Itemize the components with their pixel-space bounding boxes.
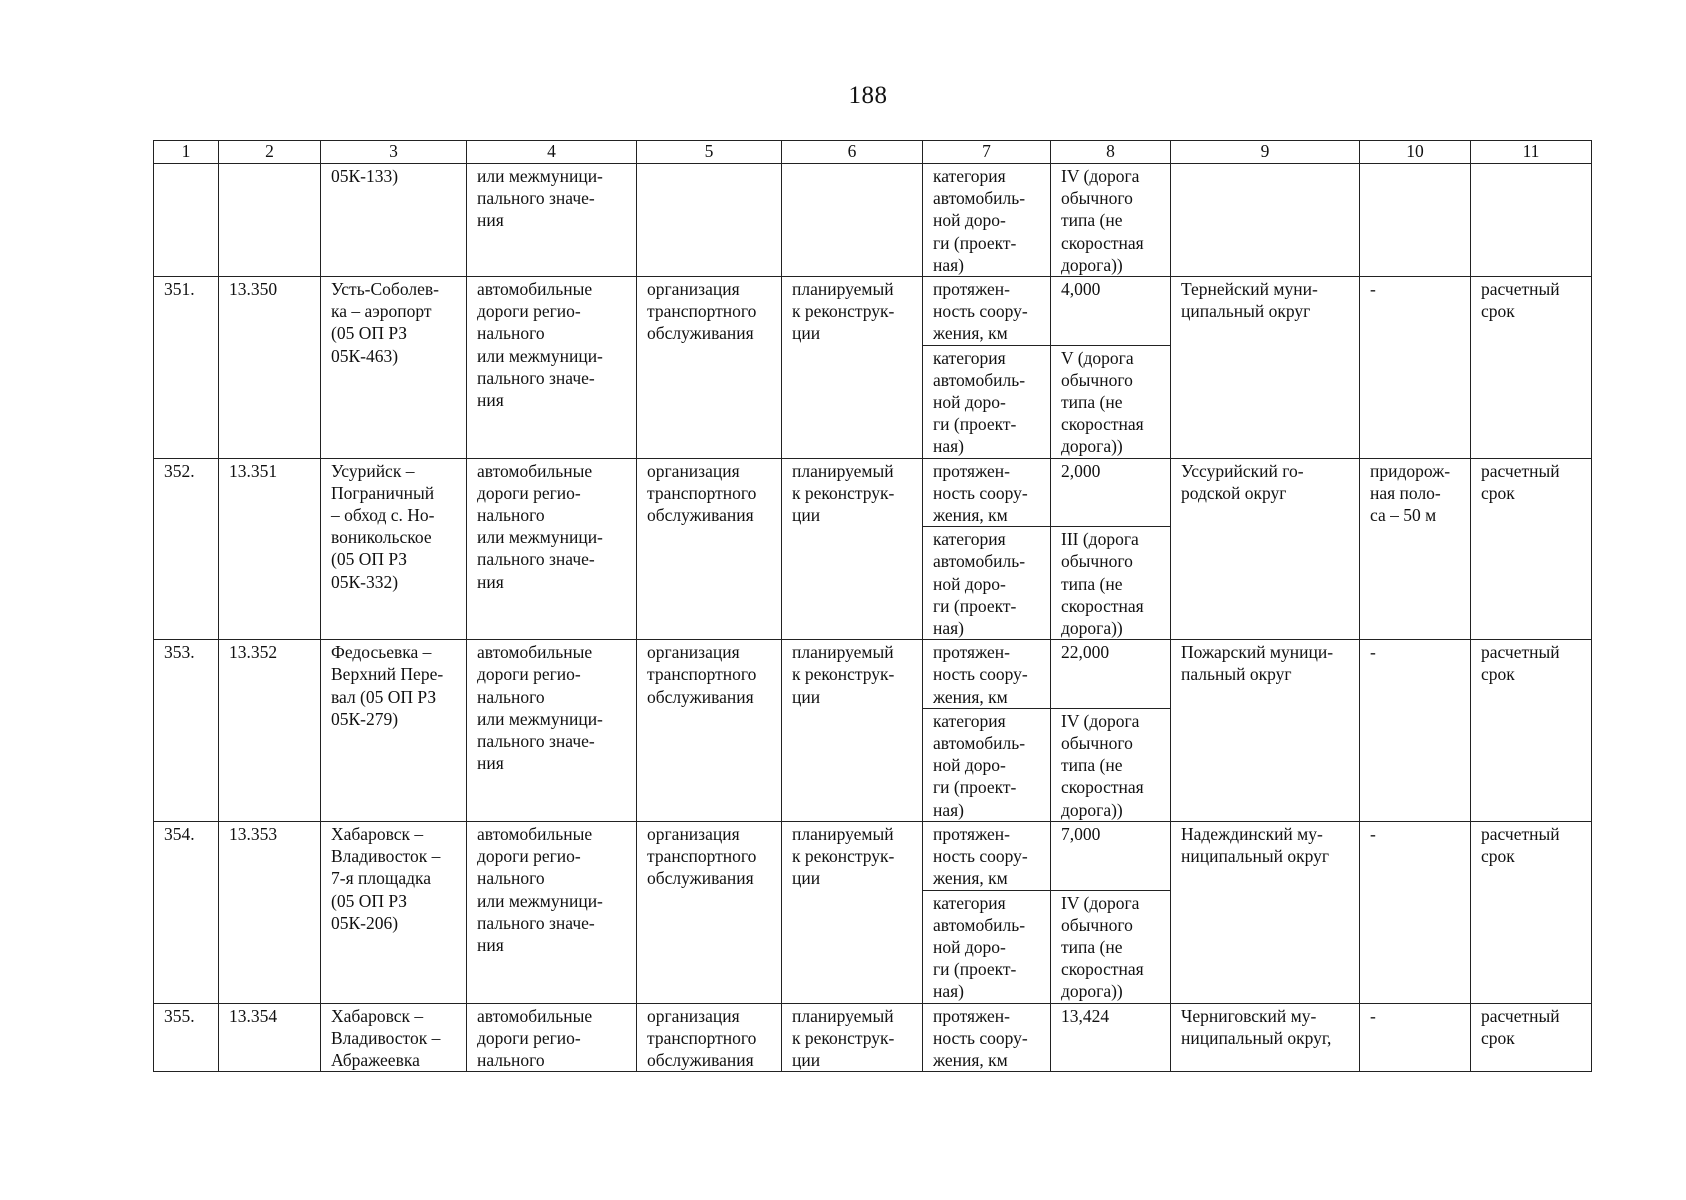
cell-category-value: IV (дорога обычного типа (не скоростная дорога)) xyxy=(1051,708,1171,821)
cell-category-label: категория автомобиль- ной доро- ги (проект- ная) xyxy=(923,708,1051,821)
cell-code: 13.352 xyxy=(219,640,321,822)
cell-term xyxy=(1471,164,1592,277)
cell-code: 13.350 xyxy=(219,277,321,459)
cell-code: 13.351 xyxy=(219,458,321,640)
cell-status: планируемый к реконструк- ции xyxy=(782,1003,923,1072)
page-number: 188 xyxy=(848,82,888,109)
cell-type xyxy=(637,164,782,277)
column-number-row xyxy=(154,141,1592,164)
cell-length-label: протяжен- ность соору- жения, км xyxy=(923,1003,1051,1072)
cell-num: 353. xyxy=(154,640,219,822)
cell-category-label: категория автомобиль- ной доро- ги (проект- ная) xyxy=(923,345,1051,458)
cell-term: расчетный срок xyxy=(1471,1003,1592,1072)
cell-category-value: III (дорога обычного типа (не скоростная дорога)) xyxy=(1051,527,1171,640)
cell-category-value: IV (дорога обычного типа (не скоростная дорога)) xyxy=(1051,890,1171,1003)
continuation-row xyxy=(154,164,1592,277)
cell-num: 351. xyxy=(154,277,219,459)
table-row xyxy=(154,277,1592,346)
cell-category-label: категория автомобиль- ной доро- ги (проект- ная) xyxy=(923,890,1051,1003)
objects-table xyxy=(153,140,1592,1072)
cell-location: Уссурийский го- родской округ xyxy=(1171,458,1360,640)
cell-length-value: 22,000 xyxy=(1051,640,1171,709)
cell-type: организация транспортного обслуживания xyxy=(637,277,782,459)
cell-char-label: категория автомобиль- ной доро- ги (проект- ная) xyxy=(923,164,1051,277)
cell-zone: придорож- ная поло- са – 50 м xyxy=(1360,458,1471,640)
cell-length-label: протяжен- ность соору- жения, км xyxy=(923,458,1051,527)
table-row xyxy=(154,821,1592,890)
column-number: 7 xyxy=(923,141,1051,164)
column-number: 8 xyxy=(1051,141,1171,164)
cell-length-label: протяжен- ность соору- жения, км xyxy=(923,277,1051,346)
table-row xyxy=(154,458,1592,527)
cell-type: организация транспортного обслуживания xyxy=(637,458,782,640)
table-row xyxy=(154,1003,1592,1072)
cell-term: расчетный срок xyxy=(1471,277,1592,459)
cell-location: Черниговский му- ниципальный округ, xyxy=(1171,1003,1360,1072)
cell-name: Хабаровск – Владивосток – 7-я площадка (05 ОП РЗ 05К-206) xyxy=(321,821,467,1003)
cell-length-label: протяжен- ность соору- жения, км xyxy=(923,821,1051,890)
cell-num: 355. xyxy=(154,1003,219,1072)
cell-status: планируемый к реконструк- ции xyxy=(782,277,923,459)
cell-zone: - xyxy=(1360,1003,1471,1072)
cell-name: Усурийск – Пограничный – обход с. Но- воникольское (05 ОП РЗ 05К-332) xyxy=(321,458,467,640)
column-number: 11 xyxy=(1471,141,1592,164)
cell-type: организация транспортного обслуживания xyxy=(637,640,782,822)
cell-type: организация транспортного обслуживания xyxy=(637,1003,782,1072)
cell-zone: - xyxy=(1360,821,1471,1003)
cell-location: Пожарский муници- пальный округ xyxy=(1171,640,1360,822)
cell-purpose: автомобильные дороги регио- нального xyxy=(467,1003,637,1072)
column-number: 2 xyxy=(219,141,321,164)
cell-purpose: или межмуници- пального значе- ния xyxy=(467,164,637,277)
column-number: 6 xyxy=(782,141,923,164)
cell-location: Тернейский муни- ципальный округ xyxy=(1171,277,1360,459)
cell-purpose: автомобильные дороги регио- нального или межмуници- пального значе- ния xyxy=(467,640,637,822)
column-number: 1 xyxy=(154,141,219,164)
cell-code: 13.353 xyxy=(219,821,321,1003)
cell-zone: - xyxy=(1360,640,1471,822)
cell-length-value: 4,000 xyxy=(1051,277,1171,346)
cell-code: 13.354 xyxy=(219,1003,321,1072)
cell-category-label: категория автомобиль- ной доро- ги (проект- ная) xyxy=(923,527,1051,640)
cell-length-value: 13,424 xyxy=(1051,1003,1171,1072)
cell-purpose: автомобильные дороги регио- нального или межмуници- пального значе- ния xyxy=(467,821,637,1003)
cell-category-value: V (дорога обычного типа (не скоростная дорога)) xyxy=(1051,345,1171,458)
cell-zone: - xyxy=(1360,277,1471,459)
column-number: 4 xyxy=(467,141,637,164)
column-number: 9 xyxy=(1171,141,1360,164)
cell-status xyxy=(782,164,923,277)
cell-status: планируемый к реконструк- ции xyxy=(782,821,923,1003)
cell-num xyxy=(154,164,219,277)
column-number: 10 xyxy=(1360,141,1471,164)
cell-purpose: автомобильные дороги регио- нального или межмуници- пального значе- ния xyxy=(467,277,637,459)
cell-zone xyxy=(1360,164,1471,277)
column-number: 5 xyxy=(637,141,782,164)
cell-name: Усть-Соболев- ка – аэропорт (05 ОП РЗ 05К-463) xyxy=(321,277,467,459)
cell-name: Хабаровск – Владивосток – Абражеевка xyxy=(321,1003,467,1072)
cell-length-value: 2,000 xyxy=(1051,458,1171,527)
cell-name: 05К-133) xyxy=(321,164,467,277)
cell-length-value: 7,000 xyxy=(1051,821,1171,890)
cell-term: расчетный срок xyxy=(1471,640,1592,822)
cell-purpose: автомобильные дороги регио- нального или межмуници- пального значе- ния xyxy=(467,458,637,640)
column-number: 3 xyxy=(321,141,467,164)
table-row xyxy=(154,640,1592,709)
cell-num: 352. xyxy=(154,458,219,640)
cell-term: расчетный срок xyxy=(1471,458,1592,640)
cell-status: планируемый к реконструк- ции xyxy=(782,640,923,822)
cell-term: расчетный срок xyxy=(1471,821,1592,1003)
cell-type: организация транспортного обслуживания xyxy=(637,821,782,1003)
cell-location: Надеждинский му- ниципальный округ xyxy=(1171,821,1360,1003)
cell-length-label: протяжен- ность соору- жения, км xyxy=(923,640,1051,709)
cell-location xyxy=(1171,164,1360,277)
cell-name: Федосьевка – Верхний Пере- вал (05 ОП РЗ 05К-279) xyxy=(321,640,467,822)
cell-status: планируемый к реконструк- ции xyxy=(782,458,923,640)
cell-num: 354. xyxy=(154,821,219,1003)
cell-code xyxy=(219,164,321,277)
cell-char-value: IV (дорога обычного типа (не скоростная дорога)) xyxy=(1051,164,1171,277)
